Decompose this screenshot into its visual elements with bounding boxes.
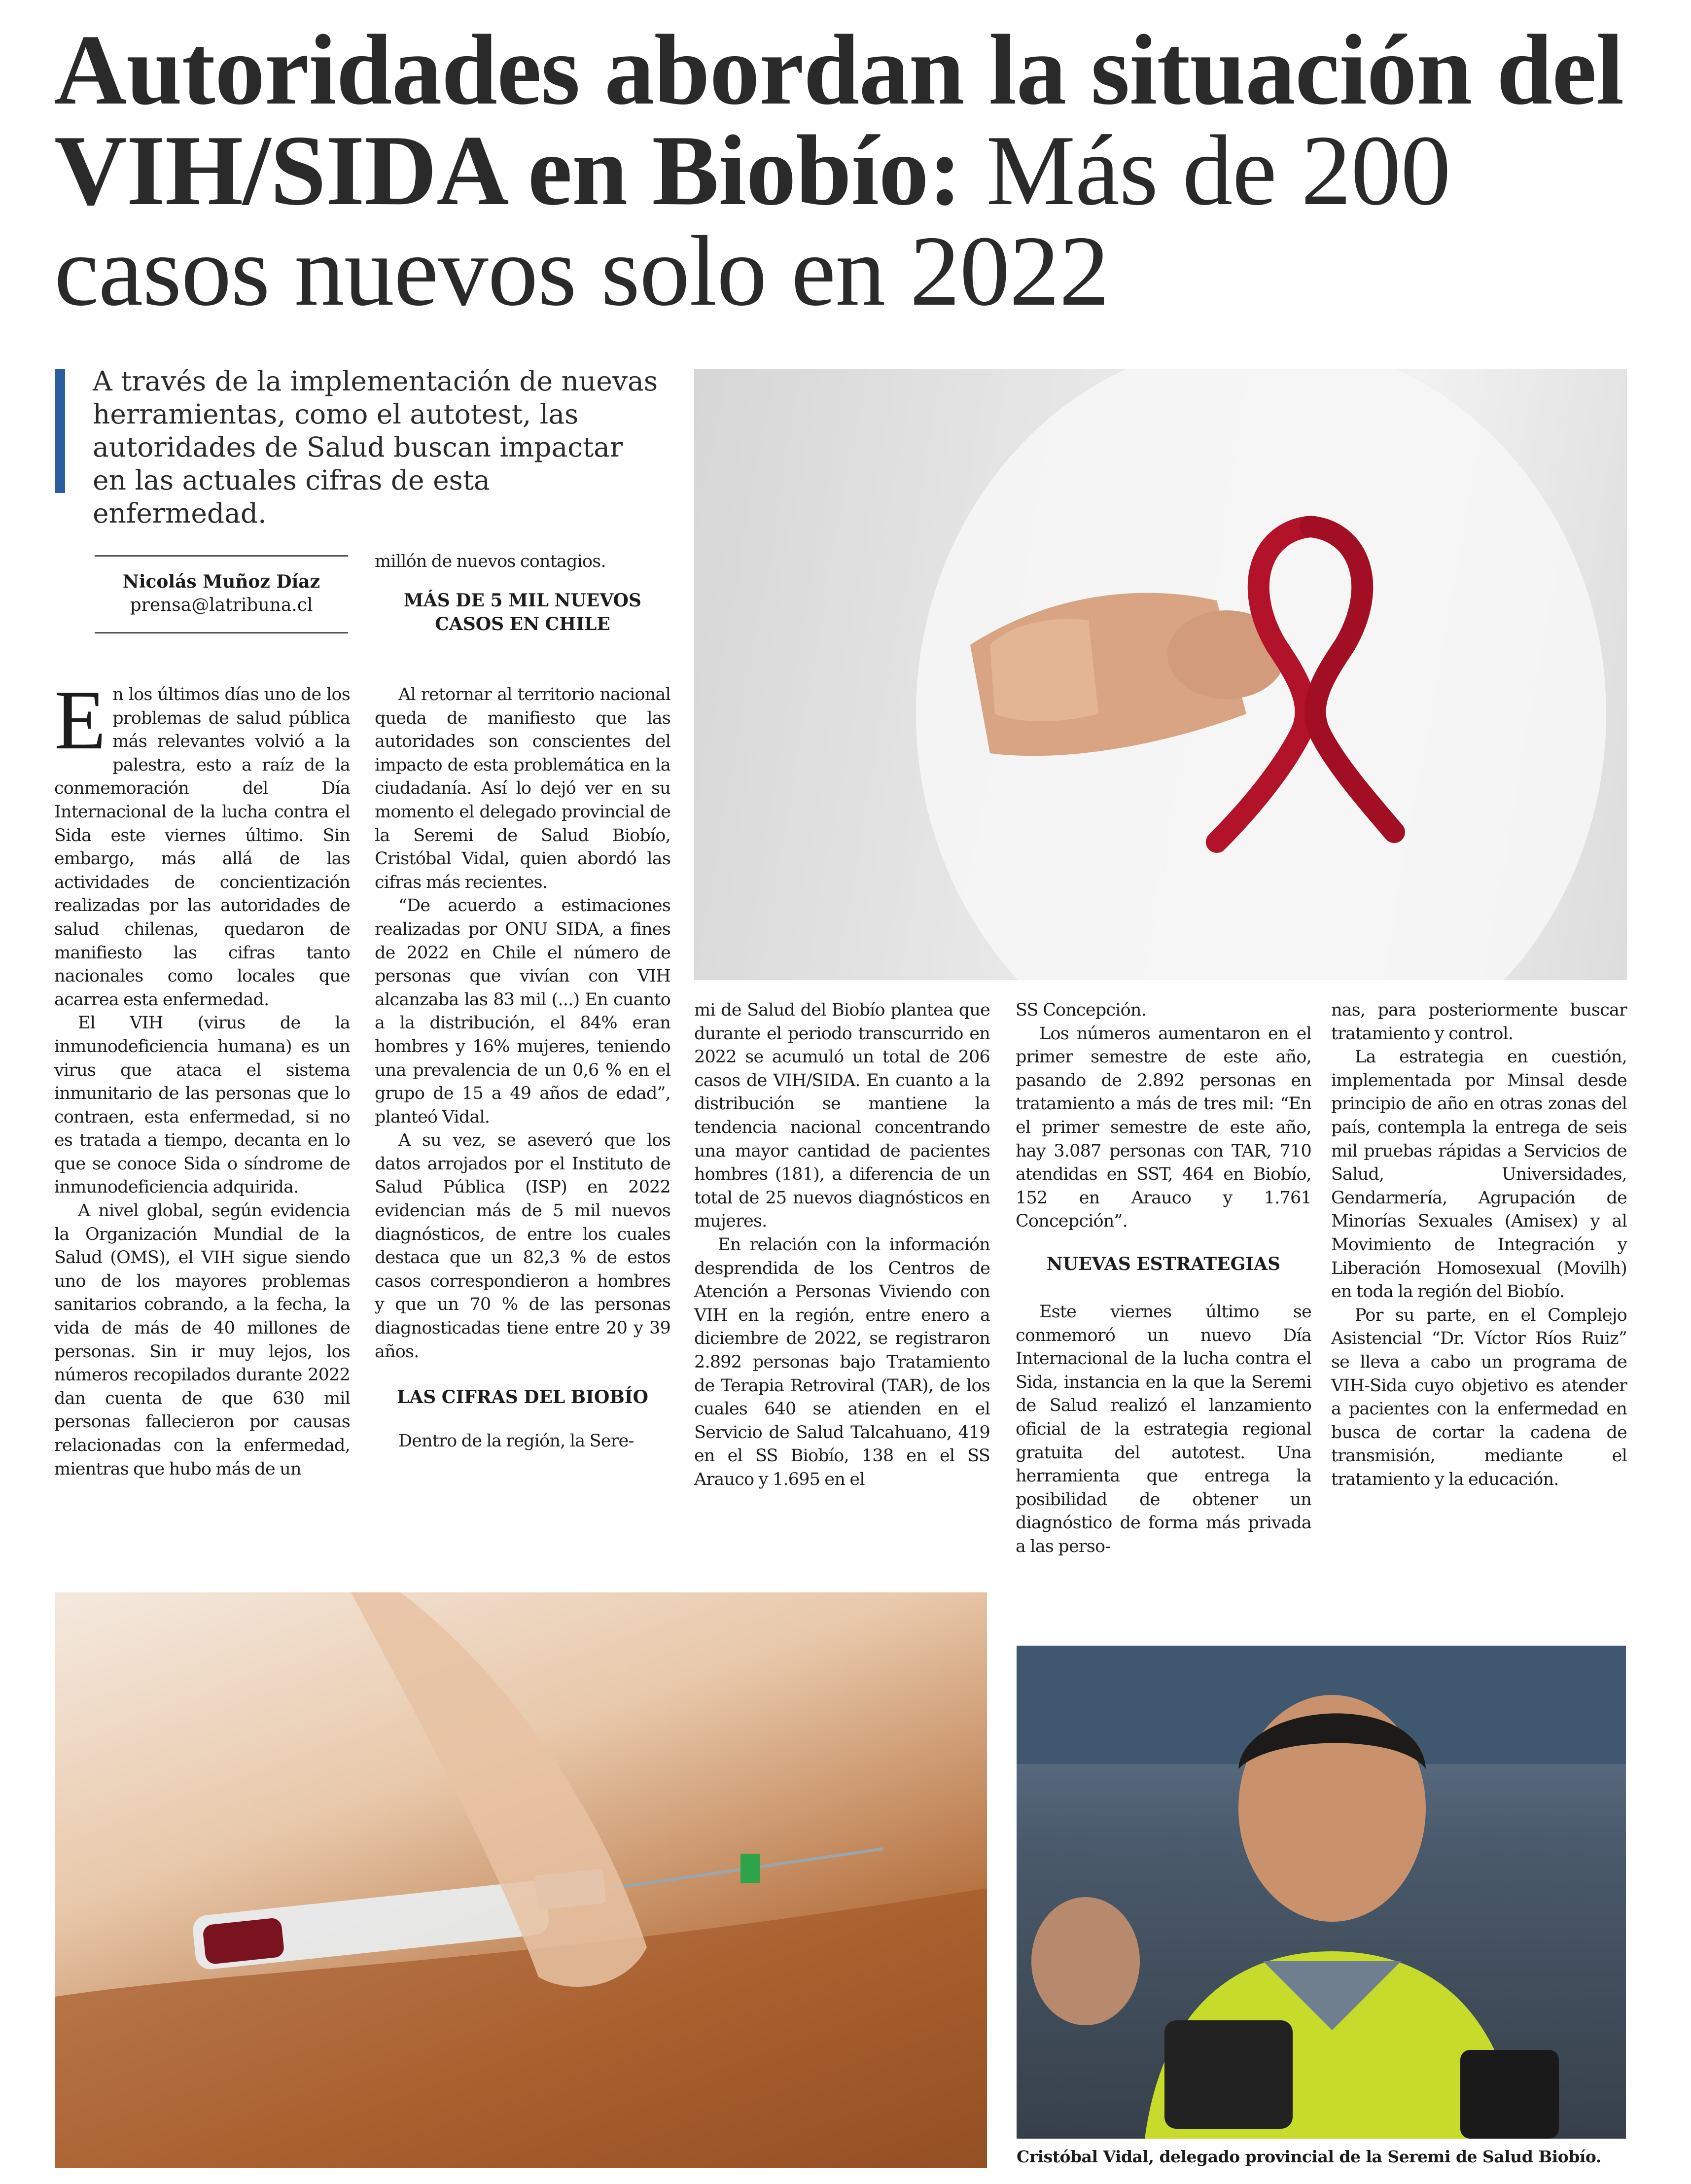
- byline-author: Nicolás Muñoz Díaz: [122, 571, 320, 592]
- paragraph: mi de Salud del Biobío plantea que durante el periodo transcurrido en 2022 se acumuló un total de 206 casos de VIH/SIDA. En cuanto a la distribución se mantiene la tendencia nacional concentrando una mayor cantidad de pacientes hombres (181), a diferencia de un total de 25 nuevos diagnósticos en mujeres.: [694, 1000, 990, 1232]
- paragraph: “De acuerdo a estimaciones realizadas por ONU SIDA, a fines de 2022 en Chile el número de personas que vivían con VIH alcanzaba las 83 mil (...) En cuanto a la distribución, el 84% eran hombres y 16% mujeres, teniendo una prevalencia de un 0,6 % en el grupo de 15 a 49 años de edad”, planteó Vidal.: [375, 896, 670, 1127]
- subheading-biobio: LAS CIFRAS DEL BIOBÍO: [397, 1387, 648, 1408]
- photo-caption: Cristóbal Vidal, delegado provincial de la Seremi de Salud Biobío.: [1017, 2147, 1601, 2166]
- paragraph: La estrategia en cuestión, implementada por Minsal desde principio de año en otras zonas del país, contempla la entrega de seis mil pruebas rápidas a Servicios de Salud, Universidades, Gendarmería, Agrupación de Minorías Sexuales (Amisex) y al Movimiento de Integración y Liberación Homosexual (Movilh) en toda la región del Biobío.: [1331, 1047, 1627, 1302]
- paragraph: Por su parte, en el Complejo Asistencial “Dr. Víctor Ríos Ruiz” se lleva a cabo un programa de VIH-Sida cuyo objetivo es atender a pacientes con la enfermedad en busca de cortar la cadena de transmisión, mediante el tratamiento y la educación.: [1331, 1305, 1627, 1489]
- drop-cap: E: [54, 673, 106, 767]
- paragraph: Los números aumentaron en el primer semestre de este año, pasando de 2.892 personas en tratamiento a más de tres mil: “En el primer semestre de este año, hay 3.087 personas con TAR, 710 atendidas en SST, 464 en Biobío, 152 en Arauco y 1.761 Concepción”.: [1016, 1023, 1311, 1232]
- paragraph: millón de nuevos contagios.: [375, 552, 606, 571]
- byline-email: prensa@latribuna.cl: [130, 595, 313, 615]
- paragraph: A nivel global, según evidencia la Organización Mundial de la Salud (OMS), el VIH sigue siendo uno de los mayores problemas sanitarios cobrando, a la fecha, la vida de más de 40 millones de personas. Sin ir muy lejos, los números recopilados durante 2022 dan cuenta de que 630 mil personas fallecieron por causas relacionadas con la enfermedad, mientras que hubo más de un: [54, 1201, 350, 1479]
- paragraph-text: n los últimos días uno de los problemas de salud pública más relevantes volvió a la palestra, esto a raíz de la conmemoración del Día Internacional de la lucha contra el Sida este viernes último. Sin embargo, más allá de las actividades de concientización realizadas por las autoridades de salud chilenas, quedaron de manifiesto las cifras tanto nacionales como locales que acarrea esta enfermedad.: [54, 685, 350, 1010]
- headline-bold: Autoridades abordan la situación del VIH/SIDA en Biobío:: [54, 14, 1624, 226]
- byline-rule-top: [95, 555, 348, 557]
- byline-rule-bottom: [95, 632, 348, 634]
- paragraph: En relación con la información desprendida de los Centros de Atención a Personas Viviendo con VIH en la región, entre enero a diciembre de 2022, se registraron 2.892 personas bajo Tratamiento de Terapia Retroviral (TAR), de los cuales 640 se atienden en el Servicio de Salud Talcahuano, 419 en el SS Biobío, 138 en el SS Arauco y 1.695 en el: [694, 1234, 990, 1489]
- article-column-2: [375, 683, 670, 1453]
- article-column-4: [1016, 999, 1311, 1558]
- subheading-chile: MÁS DE 5 MIL NUEVOS CASOS EN CHILE: [403, 590, 642, 634]
- article-column-2-top: [375, 550, 670, 636]
- paragraph: SS Concepción.: [1016, 1000, 1146, 1020]
- article-column-1: [54, 673, 350, 1481]
- paragraph: Dentro de la región, la Sere-: [398, 1431, 634, 1451]
- blood-test-illustration: [55, 1592, 987, 2168]
- subheading-estrategias: NUEVAS ESTRATEGIAS: [1046, 1253, 1281, 1274]
- paragraph: Este viernes último se conmemoró un nuevo Día Internacional de la lucha contra el Sida, instancia en la que la Seremi de Salud realizó el lanzamiento oficial de la estrategia regional gratuita del autotest. Una herramienta que entrega la posibilidad de obtener un diagnóstico de forma más privada a las perso-: [1016, 1302, 1311, 1556]
- headline-normal: Más de 200 casos nuevos solo en 2022: [54, 115, 1450, 327]
- paragraph: El VIH (virus de la inmunodeficiencia humana) es un virus que ataca el sistema inmunitario de las personas que lo contraen, esta enfermedad, si no es tratada a tiempo, decanta en lo que se conoce Sida o síndrome de inmunodeficiencia adquirida.: [54, 1013, 350, 1198]
- lead-paragraph: A través de la implementación de nuevas herramientas, como el autotest, las autoridades de Salud buscan impactar en las actuales cifras de esta enfermedad.: [93, 365, 658, 529]
- paragraph: nas, para posteriormente buscar tratamiento y control.: [1331, 1000, 1627, 1044]
- portrait-illustration: [1017, 1646, 1626, 2139]
- headline: [54, 14, 1632, 327]
- red-ribbon-photo: [694, 369, 1627, 980]
- lead-accent-bar: [55, 369, 65, 493]
- paragraph: A su vez, se aseveró que los datos arrojados por el Instituto de Salud Pública (ISP) en 2022 evidencian más de 5 mil nuevos diagnósticos, de entre los cuales destaca que un 82,3 % de estos casos correspondieron a hombres y que un 70 % de las personas diagnosticadas tiene entre 20 y 39 años.: [375, 1130, 670, 1362]
- paragraph: Al retornar al territorio nacional queda de manifiesto que las autoridades son conscientes del impacto de esta problemática en la ciudadanía. Así lo dejó ver en su momento el delegado provincial de la Seremi de Salud Biobío, Cristóbal Vidal, quien abordó las cifras más recientes.: [375, 685, 670, 892]
- article-column-5: [1331, 999, 1627, 1491]
- blood-test-photo: [55, 1592, 987, 2168]
- paragraph: [54, 673, 350, 1012]
- article-column-3: [694, 999, 990, 1491]
- red-ribbon-illustration: [694, 369, 1627, 980]
- cristobal-vidal-photo: [1017, 1646, 1626, 2139]
